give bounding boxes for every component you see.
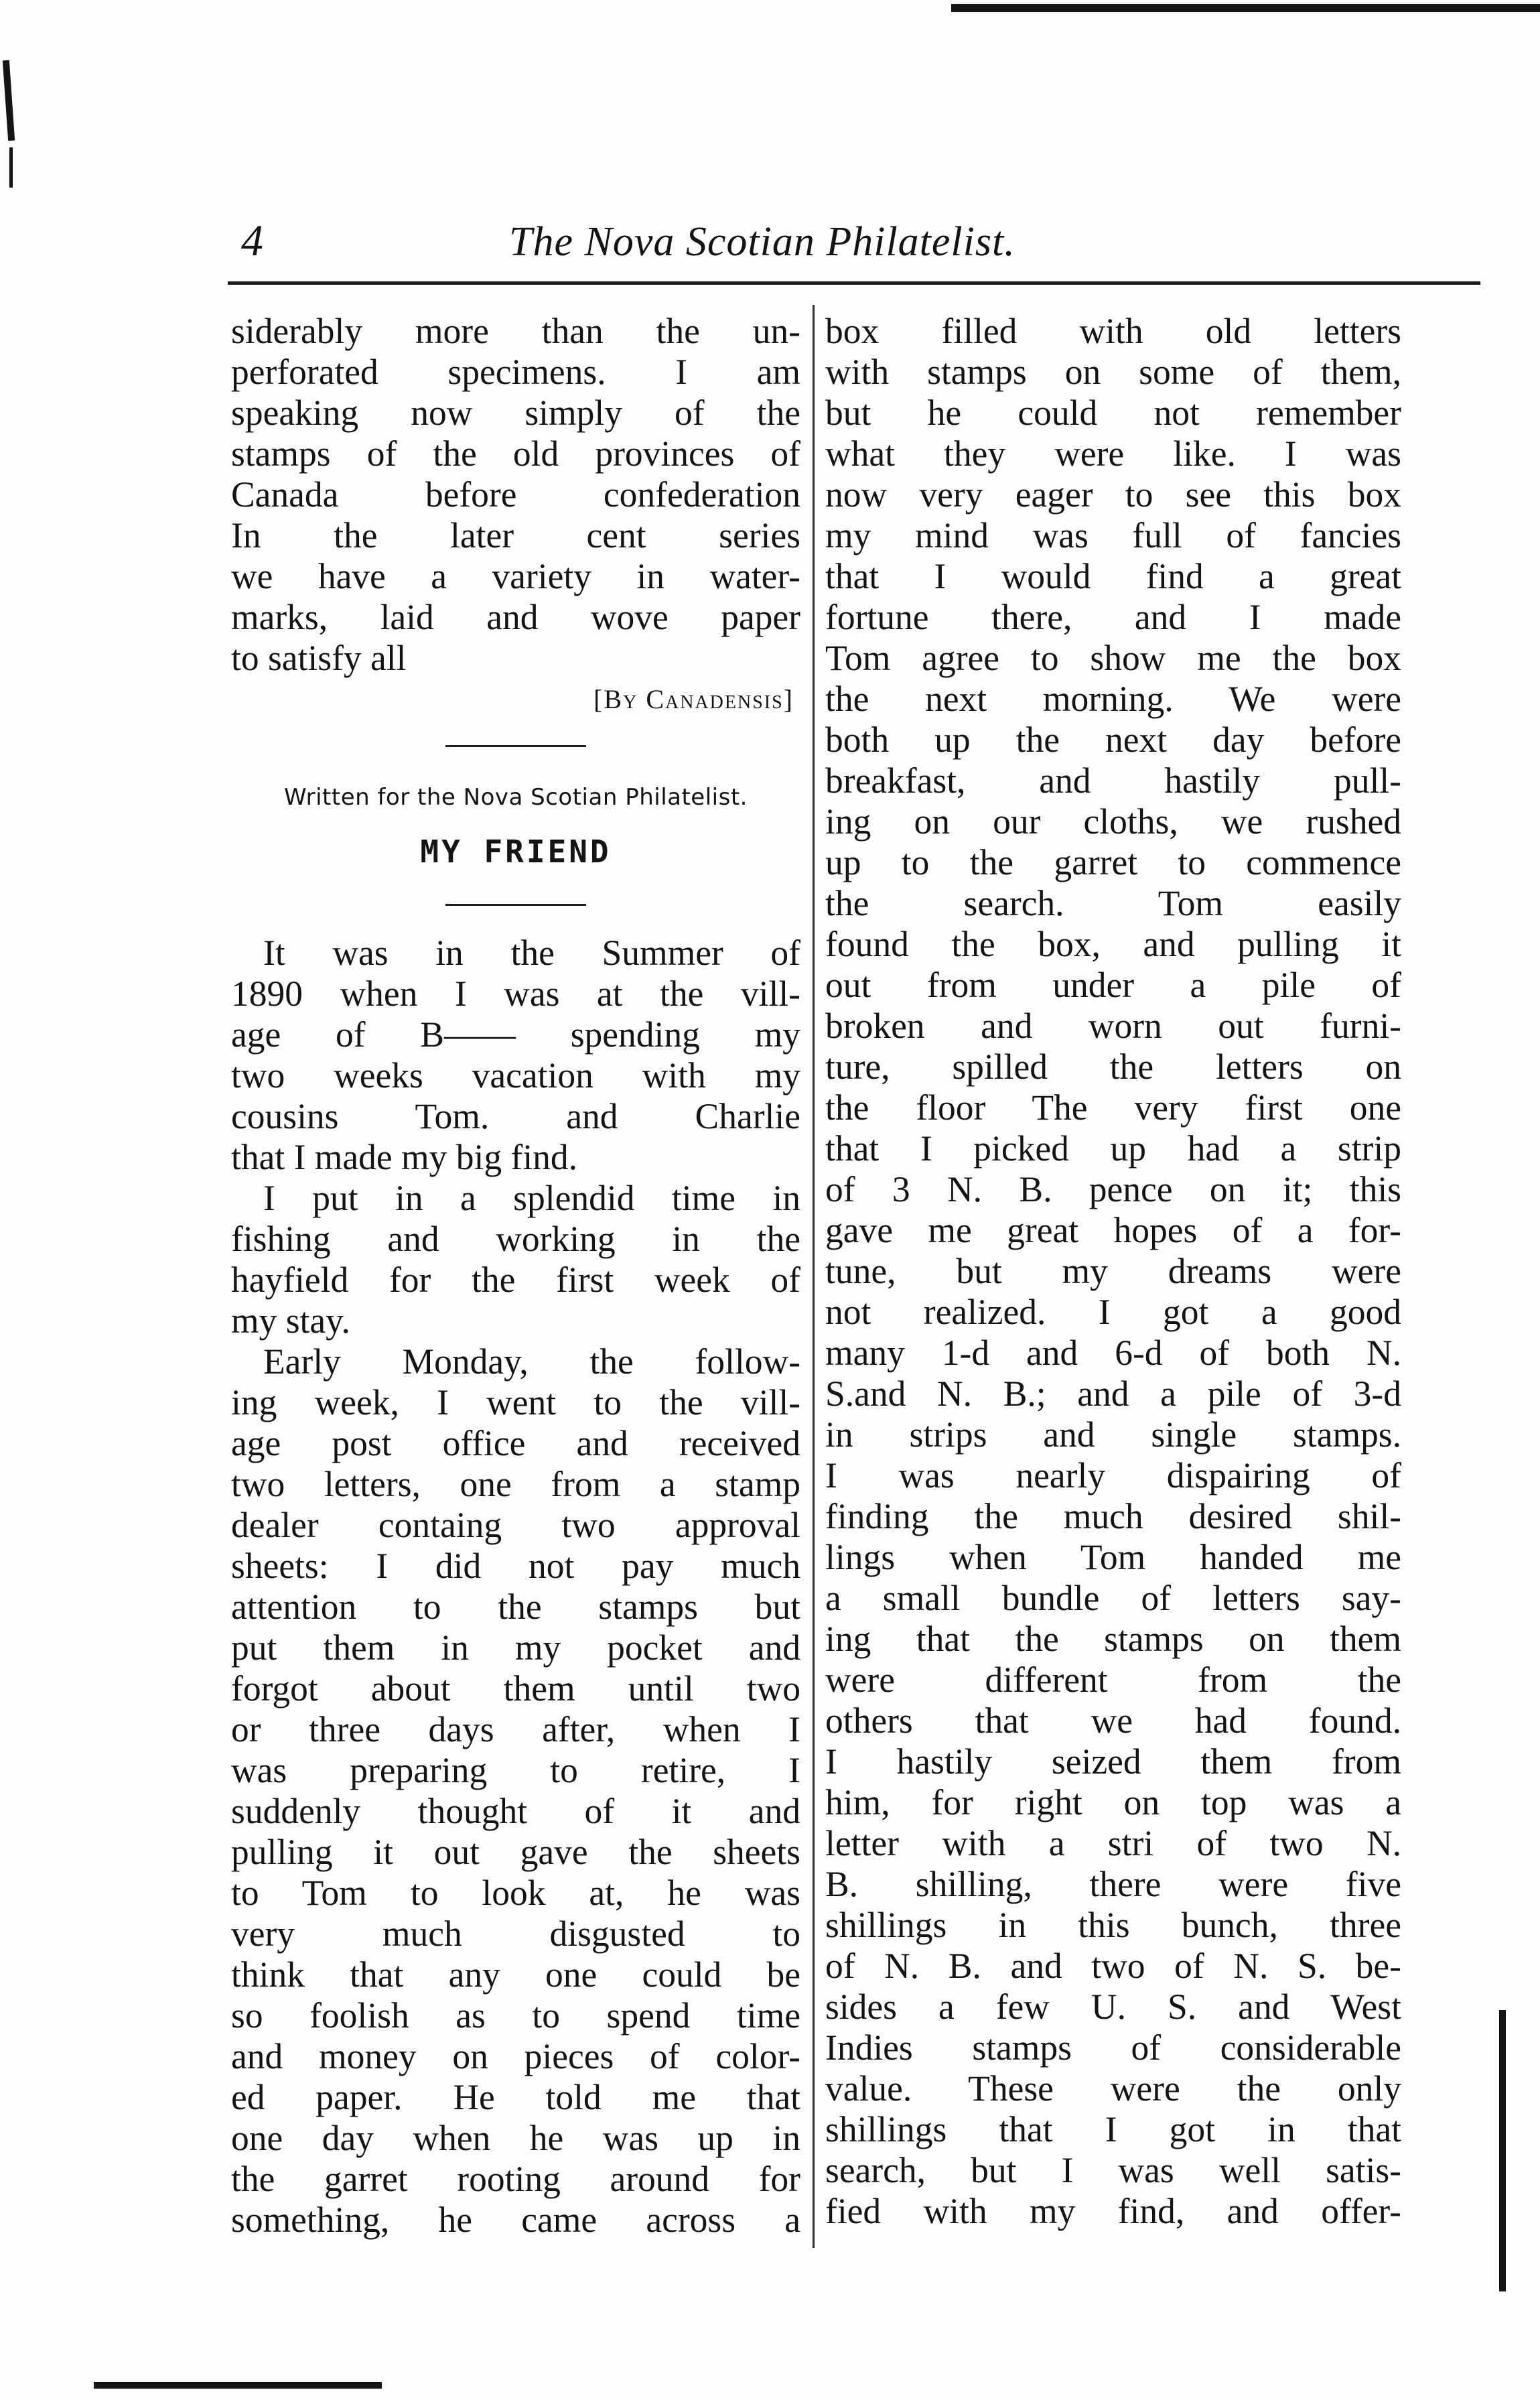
scan-edge-top-right <box>951 4 1540 12</box>
text-line: value. These were the only <box>825 2068 1401 2109</box>
text-line: to Tom to look at, he was <box>231 1873 800 1913</box>
text-line: attention to the stamps but <box>231 1587 800 1627</box>
text-line: ed paper. He told me that <box>231 2077 800 2117</box>
text-line: what they were like. I was <box>825 434 1401 474</box>
text-line: now very eager to see this box <box>825 474 1401 515</box>
text-line: found the box, and pulling it <box>825 924 1401 964</box>
scan-edge-bottom-left <box>94 2382 382 2389</box>
text-line: with stamps on some of them, <box>825 352 1401 392</box>
text-line: age post office and received <box>231 1423 800 1463</box>
text-line: the garret rooting around for <box>231 2159 800 2199</box>
text-line: that I made my big find. <box>231 1137 578 1177</box>
text-line: marks, laid and wove paper <box>231 597 800 637</box>
right-column <box>825 311 1401 2232</box>
text-line: him, for right on top was a <box>825 1782 1401 1822</box>
text-line: a small bundle of letters say- <box>825 1578 1401 1618</box>
text-line: ing on our cloths, we rushed <box>825 801 1401 842</box>
text-line: cousins Tom. and Charlie <box>231 1096 800 1136</box>
text-line: speaking now simply of the <box>231 393 800 433</box>
text-line: of 3 N. B. pence on it; this <box>825 1169 1401 1209</box>
text-line: I was nearly dispairing of <box>825 1455 1401 1495</box>
text-line: so foolish as to spend time <box>231 1995 800 2036</box>
text-line: two weeks vacation with my <box>231 1055 800 1095</box>
text-line: fortune there, and I made <box>825 597 1401 637</box>
text-line: two letters, one from a stamp <box>231 1464 800 1504</box>
text-line: or three days after, when I <box>231 1709 800 1749</box>
journal-title: The Nova Scotian Philatelist. <box>509 219 1016 265</box>
text-line: Indies stamps of considerable <box>825 2027 1401 2068</box>
text-line: up to the garret to commence <box>825 842 1401 882</box>
text-line: ing week, I went to the vill- <box>231 1382 800 1422</box>
text-line: the floor The very first one <box>825 1087 1401 1128</box>
running-header <box>228 216 1474 289</box>
text-line: siderably more than the un- <box>231 311 800 351</box>
text-line: many 1-d and 6-d of both N. <box>825 1333 1401 1373</box>
text-line: but he could not remember <box>825 393 1401 433</box>
byline: [By Canadensis] <box>593 684 794 714</box>
text-line: put them in my pocket and <box>231 1627 800 1668</box>
text-line: and money on pieces of color- <box>231 2036 800 2076</box>
text-line: my stay. <box>231 1301 350 1341</box>
text-line: fishing and working in the <box>231 1219 800 1259</box>
text-line: both up the next day before <box>825 720 1401 760</box>
text-line: stamps of the old provinces of <box>231 434 800 474</box>
text-line: that I would find a great <box>825 556 1401 596</box>
left-column <box>231 311 800 2241</box>
text-line: shillings that I got in that <box>825 2109 1401 2149</box>
title-rule <box>445 904 586 906</box>
text-line: pulling it out gave the sheets <box>231 1832 800 1872</box>
text-line: box filled with old letters <box>825 311 1401 351</box>
text-line: of N. B. and two of N. S. be- <box>825 1946 1401 1986</box>
text-line: shillings in this bunch, three <box>825 1905 1401 1945</box>
text-line: was preparing to retire, I <box>231 1750 800 1790</box>
text-line: sides a few U. S. and West <box>825 1987 1401 2027</box>
text-line: the next morning. We were <box>825 679 1401 719</box>
text-line: In the later cent series <box>231 515 800 555</box>
text-line: gave me great hopes of a for- <box>825 1210 1401 1250</box>
text-line: ing that the stamps on them <box>825 1619 1401 1659</box>
section-divider-rule <box>445 745 586 747</box>
text-line: my mind was full of fancies <box>825 515 1401 555</box>
text-line: finding the much desired shil- <box>825 1496 1401 1536</box>
text-line: tune, but my dreams were <box>825 1251 1401 1291</box>
text-line: perforated specimens. I am <box>231 352 800 392</box>
text-line: 1890 when I was at the vill- <box>231 974 800 1014</box>
text-line: hayfield for the first week of <box>231 1260 800 1300</box>
page-number: 4 <box>241 216 263 265</box>
text-line: the search. Tom easily <box>825 883 1401 923</box>
text-line: forgot about them until two <box>231 1668 800 1709</box>
text-line: S.and N. B.; and a pile of 3-d <box>825 1374 1401 1414</box>
left-column-continued-text <box>231 311 800 679</box>
text-line: search, but I was well satis- <box>825 2150 1401 2190</box>
text-line: fied with my find, and offer- <box>825 2191 1401 2231</box>
text-line: one day when he was up in <box>231 2118 800 2158</box>
scan-edge-right-bar <box>1499 2010 1506 2291</box>
text-line: were different from the <box>825 1660 1401 1700</box>
text-line: breakfast, and hastily pull- <box>825 760 1401 801</box>
text-line: out from under a pile of <box>825 965 1401 1005</box>
text-line: ture, spilled the letters on <box>825 1047 1401 1087</box>
text-line: something, he came across a <box>231 2200 800 2240</box>
text-line: suddenly thought of it and <box>231 1791 800 1831</box>
text-line: we have a variety in water- <box>231 556 800 596</box>
text-line: lings when Tom handed me <box>825 1537 1401 1577</box>
text-line: It was in the Summer of <box>263 933 800 973</box>
text-line: B. shilling, there were five <box>825 1864 1401 1904</box>
text-line: very much disgusted to <box>231 1914 800 1954</box>
article-title: MY FRIEND <box>420 834 612 870</box>
article-body-left <box>231 933 800 2241</box>
text-line: letter with a stri of two N. <box>825 1823 1401 1863</box>
text-line: Canada before confederation <box>231 474 800 515</box>
header-rule <box>228 281 1480 285</box>
text-line: I put in a splendid time in <box>263 1178 800 1218</box>
text-line: not realized. I got a good <box>825 1292 1401 1332</box>
text-line: age of B—— spending my <box>231 1014 800 1055</box>
text-line: dealer containg two approval <box>231 1505 800 1545</box>
text-line: think that any one could be <box>231 1954 800 1995</box>
text-line: Tom agree to show me the box <box>825 638 1401 678</box>
text-line: to satisfy all <box>231 638 407 678</box>
text-line: others that we had found. <box>825 1701 1401 1741</box>
column-divider <box>813 305 815 2248</box>
written-for-note: Written for the Nova Scotian Philatelist. <box>284 784 748 811</box>
text-line: broken and worn out furni- <box>825 1006 1401 1046</box>
scan-edge-left-mark <box>9 147 13 188</box>
text-line: sheets: I did not pay much <box>231 1546 800 1586</box>
article-body-right <box>825 311 1401 2232</box>
text-line: I hastily seized them from <box>825 1741 1401 1782</box>
text-line: in strips and single stamps. <box>825 1414 1401 1455</box>
scan-edge-left-bar <box>3 60 15 141</box>
text-line: Early Monday, the follow- <box>263 1341 800 1382</box>
text-line: that I picked up had a strip <box>825 1128 1401 1169</box>
